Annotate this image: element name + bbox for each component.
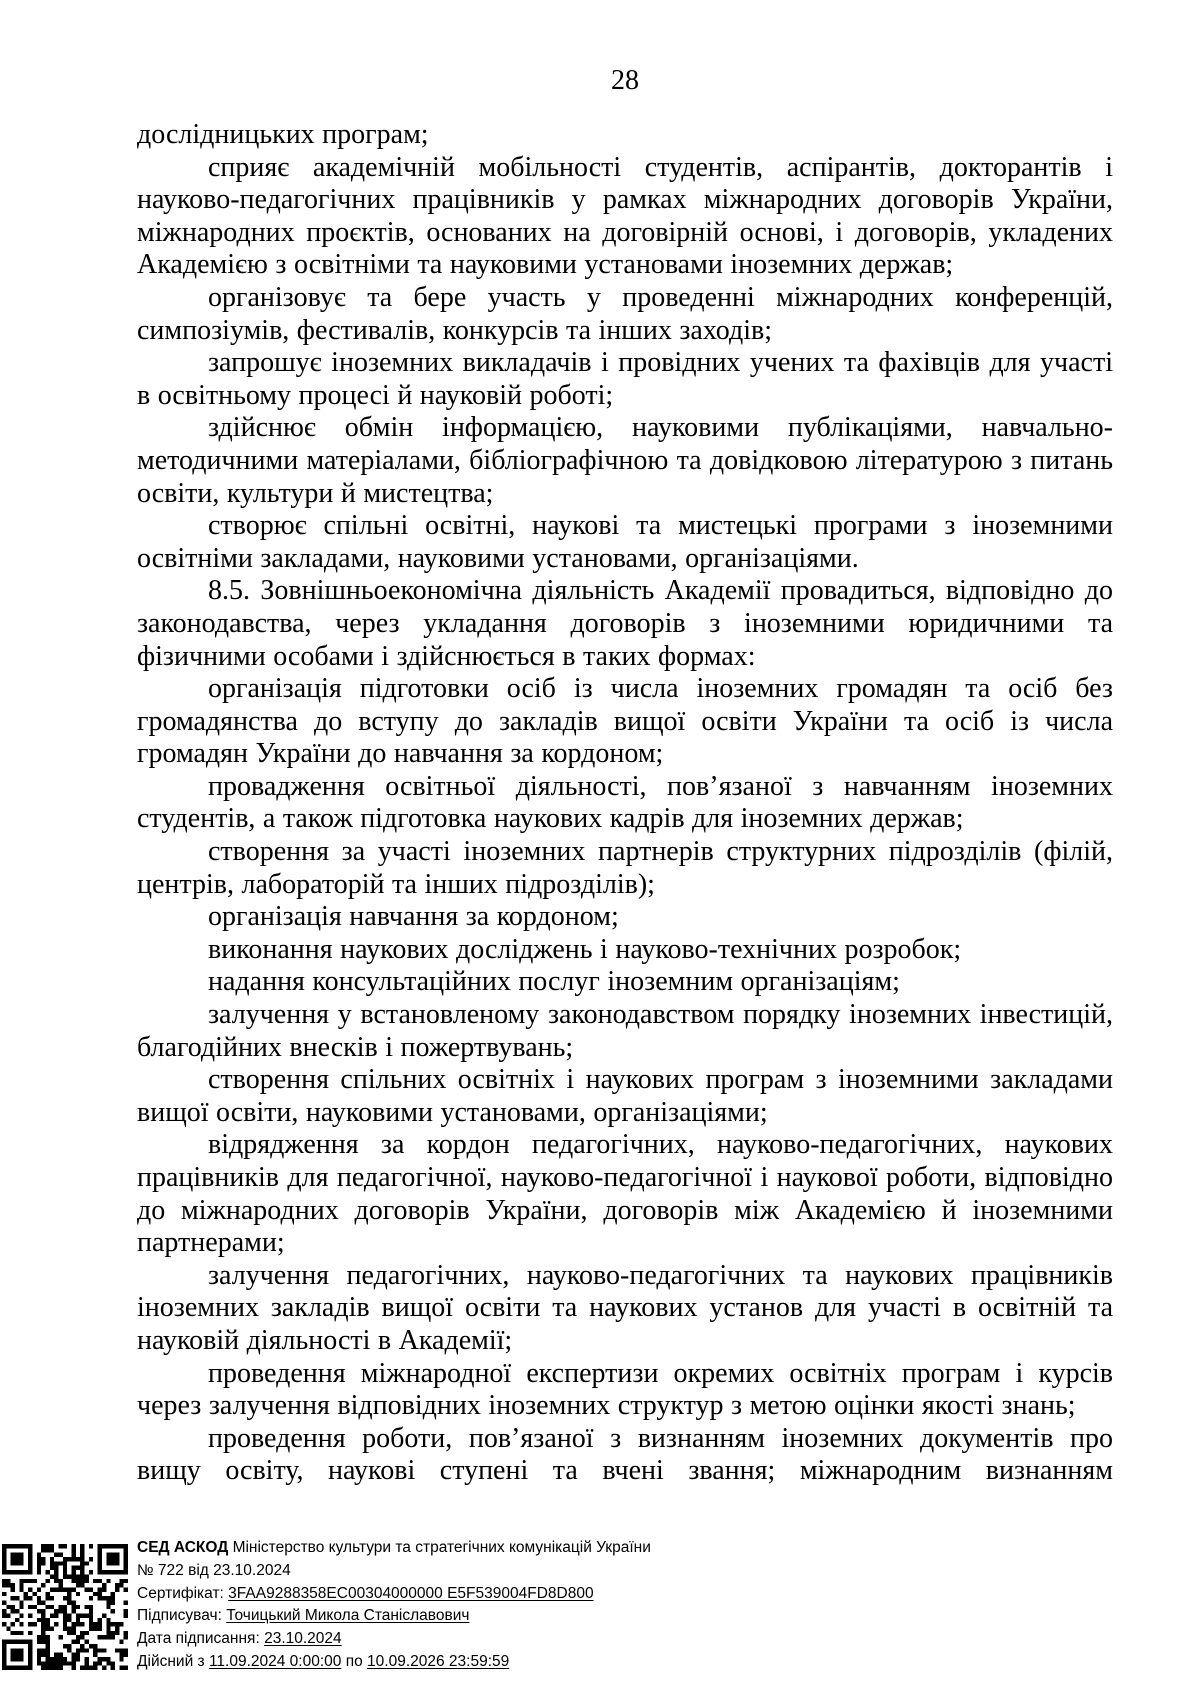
paragraph: запрошує іноземних викладачів і провідних учених та фахівців для участі в освітньому процесі й науковій роботі; <box>137 347 1113 411</box>
certificate-line <box>137 1583 651 1606</box>
paragraph: створення за участі іноземних партнерів структурних підрозділів (філій, центрів, лабораторій та інших підрозділів); <box>137 836 1113 900</box>
page-number: 28 <box>611 65 639 96</box>
sed-system-name: СЕД АСКОД <box>137 1539 229 1556</box>
paragraph: дослідницьких програм; <box>137 119 429 150</box>
signer-value: Точицький Микола Станіславович <box>226 1607 470 1625</box>
paragraph: 8.5. Зовнішньоекономічна діяльність Академії провадиться, відповідно до законодавства, через укладання договорів з іноземними юридичними та фізичними особами і здійснюється в таких формах: <box>137 575 1113 672</box>
signer-label: Підписувач: <box>137 1607 222 1625</box>
sign-date-value: 23.10.2024 <box>264 1630 342 1648</box>
paragraph: відрядження за кордон педагогічних, науково-педагогічних, наукових працівників для педагогічної, науково-педагогічної і наукової роботи, відповідно до міжнародних договорів України, договорів між Академією й іноземними партнерами; <box>137 1129 1113 1259</box>
organization-name: Міністерство культури та стратегічних комунікацій України <box>232 1539 651 1556</box>
paragraph: проведення міжнародної експертизи окремих освітніх програм і курсів через залучення відповідних іноземних структур з метою оцінки якості знань; <box>137 1357 1113 1422</box>
signer-line <box>137 1605 651 1628</box>
valid-to-value: 10.09.2026 23:59:59 <box>367 1652 510 1670</box>
qr-code <box>2 1544 128 1670</box>
paragraph: організація навчання за кордоном; <box>208 901 619 933</box>
validity-conjunction: по <box>345 1652 363 1670</box>
certificate-label: Сертифікат: <box>137 1584 224 1602</box>
paragraph: залучення у встановленому законодавством порядку іноземних інвестицій, благодійних внесків і пожертвувань; <box>137 999 1113 1063</box>
sed-system-line <box>137 1537 651 1560</box>
sign-date-label: Дата підписання: <box>137 1630 260 1648</box>
paragraph: здійснює обмін інформацією, науковими публікаціями, навчально-методичними матеріалами, бібліографічною та довідковою літературою з питань освіти, культури й мистецтва; <box>137 412 1113 509</box>
validity-prefix: Дійсний з <box>137 1652 205 1670</box>
validity-line <box>137 1651 651 1674</box>
paragraph: проведення роботи, пов’язаної з визнанням іноземних документів про вищу освіту, наукові ступені та вчені звання; міжнародним визнанням <box>137 1422 1113 1487</box>
certificate-value: 3FAA9288358EC00304000000 E5F539004FD8D800 <box>228 1584 594 1602</box>
paragraph: організація підготовки осіб із числа іноземних громадян та осіб без громадянства до вступу до закладів вищої освіти України та осіб із числа громадян України до навчання за кордоном; <box>137 673 1113 770</box>
paragraph: створення спільних освітніх і наукових програм з іноземними закладами вищої освіти, науковими установами, організаціями; <box>137 1064 1113 1128</box>
registration-line: № 722 від 23.10.2024 <box>137 1561 291 1579</box>
paragraph: створює спільні освітні, наукові та мистецькі програми з іноземними освітніми закладами, науковими установами, організаціями. <box>137 510 1113 574</box>
paragraph: надання консультаційних послуг іноземним організаціям; <box>208 966 900 998</box>
document-body <box>137 119 1113 1488</box>
paragraph: організовує та бере участь у проведенні міжнародних конференцій, симпозіумів, фестивалів, конкурсів та інших заходів; <box>137 281 1113 346</box>
paragraph: провадження освітньої діяльності, пов’язаної з навчанням іноземних студентів, а також підготовка наукових кадрів для іноземних держав; <box>137 770 1113 835</box>
paragraph: залучення педагогічних, науково-педагогічних та наукових працівників іноземних закладів вищої освіти та наукових установ для участі в освітній та науковій діяльності в Академії; <box>137 1259 1113 1356</box>
valid-from-value: 11.09.2024 0:00:00 <box>208 1652 342 1670</box>
sign-date-line <box>137 1628 651 1651</box>
paragraph: сприяє академічній мобільності студентів, аспірантів, докторантів і науково-педагогічних працівників у рамках міжнародних договорів України, міжнародних проєктів, основаних на договірній основі, і договорів, укладених Академією з освітніми та науковими установами іноземних держав; <box>137 151 1113 281</box>
signature-details <box>137 1537 651 1674</box>
paragraph: виконання наукових досліджень і науково-технічних розробок; <box>208 933 962 965</box>
